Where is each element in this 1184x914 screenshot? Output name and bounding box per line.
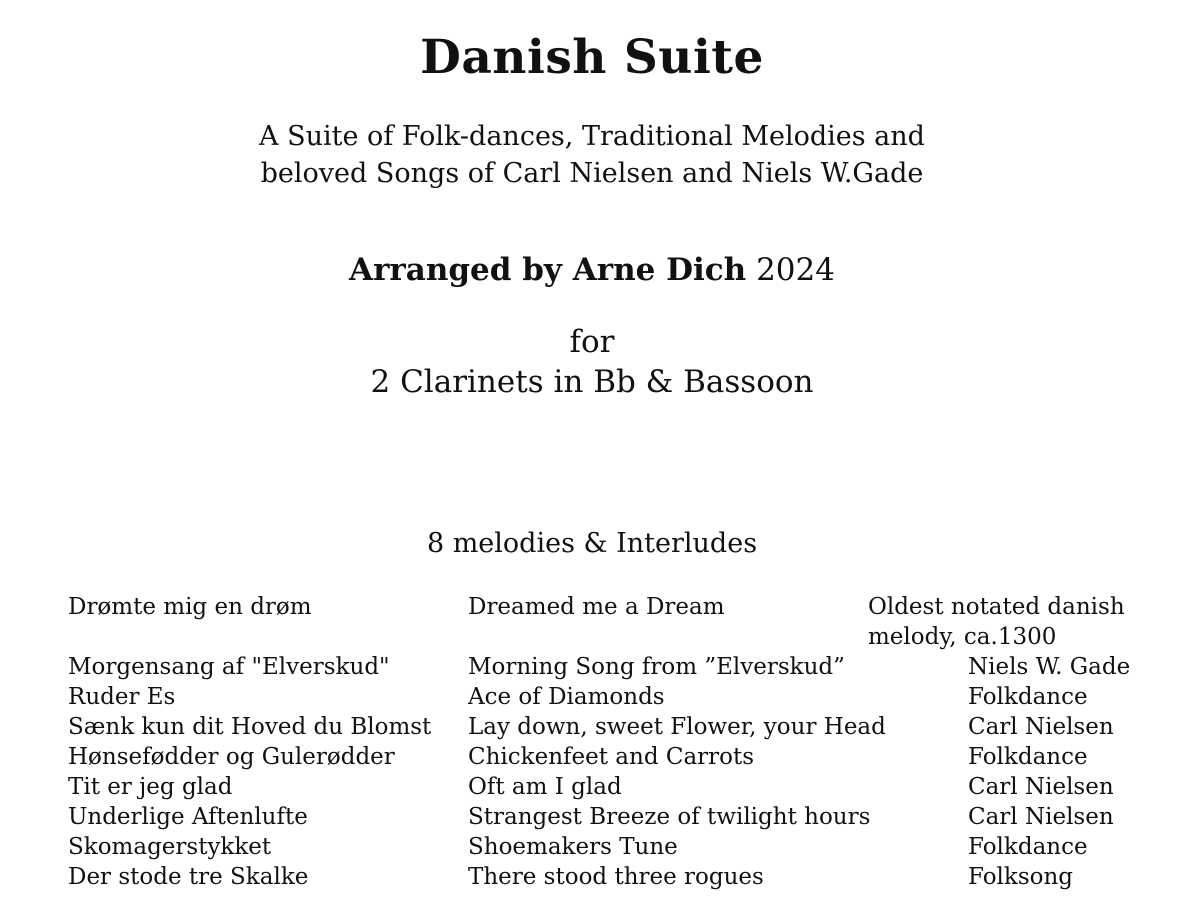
arranger-name: Arranged by Arne Dich — [349, 252, 747, 288]
english-title: Dreamed me a Dream — [468, 594, 725, 620]
instrumentation: 2 Clarinets in Bb & Bassoon — [370, 364, 814, 400]
list-item — [0, 742, 1184, 772]
origin-line-1: Oldest notated danish — [868, 594, 1125, 620]
list-item — [0, 682, 1184, 712]
english-title: Strangest Breeze of twilight hours — [468, 804, 871, 830]
list-item — [0, 712, 1184, 742]
origin: Carl Nielsen — [968, 774, 1114, 800]
list-item — [0, 832, 1184, 862]
danish-title: Der stode tre Skalke — [68, 864, 309, 890]
subtitle-line-2: beloved Songs of Carl Nielsen and Niels W.Gade — [260, 158, 924, 189]
english-title: Chickenfeet and Carrots — [468, 744, 755, 770]
subtitle-line-1: A Suite of Folk-dances, Traditional Melodies and — [259, 121, 925, 152]
arrangement-year: 2024 — [756, 252, 835, 288]
danish-title: Sænk kun dit Hoved du Blomst — [68, 714, 432, 740]
origin: Folkdance — [968, 834, 1088, 860]
list-item — [0, 862, 1184, 892]
english-title: Lay down, sweet Flower, your Head — [468, 714, 886, 740]
origin: Folksong — [968, 864, 1074, 890]
origin: Carl Nielsen — [968, 804, 1114, 830]
danish-title: Morgensang af "Elverskud" — [68, 654, 390, 680]
origin: Niels W. Gade — [968, 654, 1131, 680]
for-label: for — [569, 324, 615, 360]
arranger-line — [0, 252, 1184, 288]
list-item-first — [0, 592, 1184, 650]
danish-title: Drømte mig en drøm — [68, 594, 312, 620]
melody-count: 8 melodies & Interludes — [426, 528, 758, 559]
danish-title: Underlige Aftenlufte — [68, 804, 308, 830]
english-title: Oft am I glad — [468, 774, 622, 800]
danish-title: Tit er jeg glad — [68, 774, 233, 800]
danish-title: Hønsefødder og Gulerødder — [68, 744, 395, 770]
english-title: Ace of Diamonds — [468, 684, 665, 710]
danish-title: Skomagerstykket — [68, 834, 272, 860]
origin: Folkdance — [968, 744, 1088, 770]
list-item — [0, 802, 1184, 832]
document-subtitle — [0, 118, 1184, 192]
list-item — [0, 652, 1184, 682]
english-title: Morning Song from ”Elverskud” — [468, 654, 845, 680]
origin — [868, 592, 1168, 652]
english-title: There stood three rogues — [468, 864, 764, 890]
origin: Carl Nielsen — [968, 714, 1114, 740]
origin-line-2: melody, ca.1300 — [868, 624, 1057, 650]
origin: Folkdance — [968, 684, 1088, 710]
danish-title: Ruder Es — [68, 684, 176, 710]
document-title: Danish Suite — [420, 30, 764, 85]
list-item — [0, 772, 1184, 802]
english-title: Shoemakers Tune — [468, 834, 678, 860]
